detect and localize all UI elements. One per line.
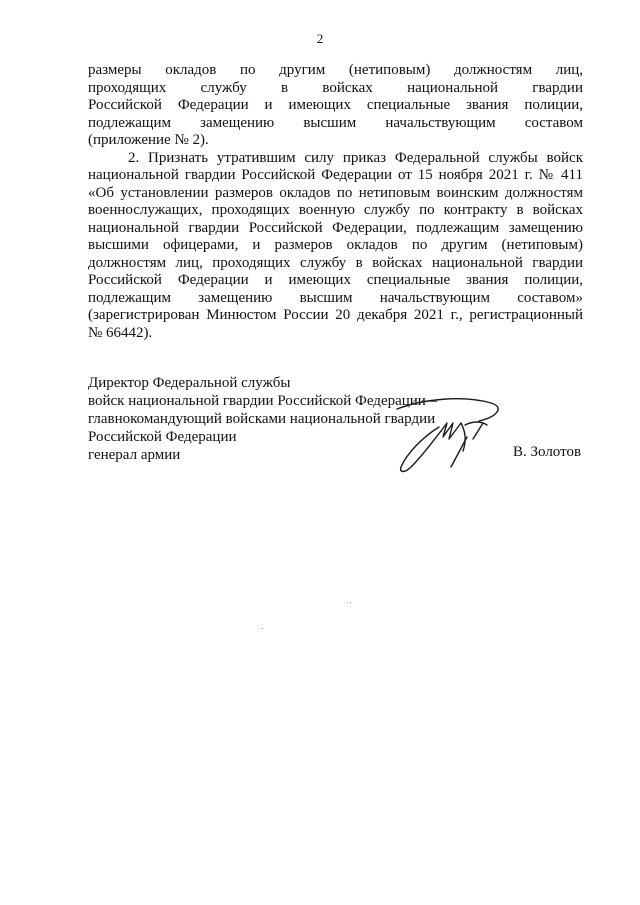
scan-speck <box>262 628 263 629</box>
text-line: проходящих службу в войсках национальной гвардии <box>88 79 583 96</box>
signer-name: В. Золотов <box>513 444 582 460</box>
paragraph-item-2 <box>88 150 583 343</box>
text-line: (приложение № 2). <box>88 132 209 148</box>
text-line: (зарегистрирован Минюстом России 20 декабря 2021 г., регистрационный <box>88 307 583 323</box>
signatory-title-line: Директор Федеральной службы <box>88 375 291 391</box>
text-line: национальной гвардии Российской Федерации от 15 ноября 2021 г. № 411 <box>88 167 583 183</box>
text-line: «Об установлении размеров окладов по нетиповым воинским должностям <box>88 184 583 201</box>
scan-speck <box>350 602 351 603</box>
signatory-title-line: генерал армии <box>88 447 181 463</box>
text-line: 2. Признать утратившим силу приказ Федеральной службы войск <box>128 149 583 166</box>
signatory-title-line: главнокомандующий войсками национальной гвардии <box>88 411 436 427</box>
text-line: Российской Федерации и имеющих специальные звания полиции, <box>88 272 583 288</box>
text-line: Российской Федерации и имеющих специальные звания полиции, <box>88 97 583 113</box>
text-line: размеры окладов по другим (нетиповым) должностям лиц, <box>88 62 583 78</box>
text-line: военнослужащих, проходящих военную службу по контракту в войсках <box>88 202 583 218</box>
handwritten-signature <box>393 393 513 483</box>
text-line: подлежащим замещению высшим начальствующим составом» <box>88 289 583 306</box>
signatory-title-line: Российской Федерации <box>88 429 237 445</box>
text-line: высшими офицерами, и размеров окладов по другим (нетиповым) <box>88 237 583 253</box>
document-body <box>88 62 583 342</box>
text-line: национальной гвардии Российской Федерации, подлежащим замещению <box>88 219 583 236</box>
text-line: должностям лиц, проходящих службу в войсках национальной гвардии <box>88 254 583 271</box>
text-line: № 66442). <box>88 324 153 341</box>
page-number: 2 <box>316 31 324 46</box>
paragraph-continuation <box>88 62 583 150</box>
signatory-title-line: войск национальной гвардии Российской Федерации – <box>88 393 438 409</box>
text-line: подлежащим замещению высшим начальствующим составом <box>88 114 583 131</box>
